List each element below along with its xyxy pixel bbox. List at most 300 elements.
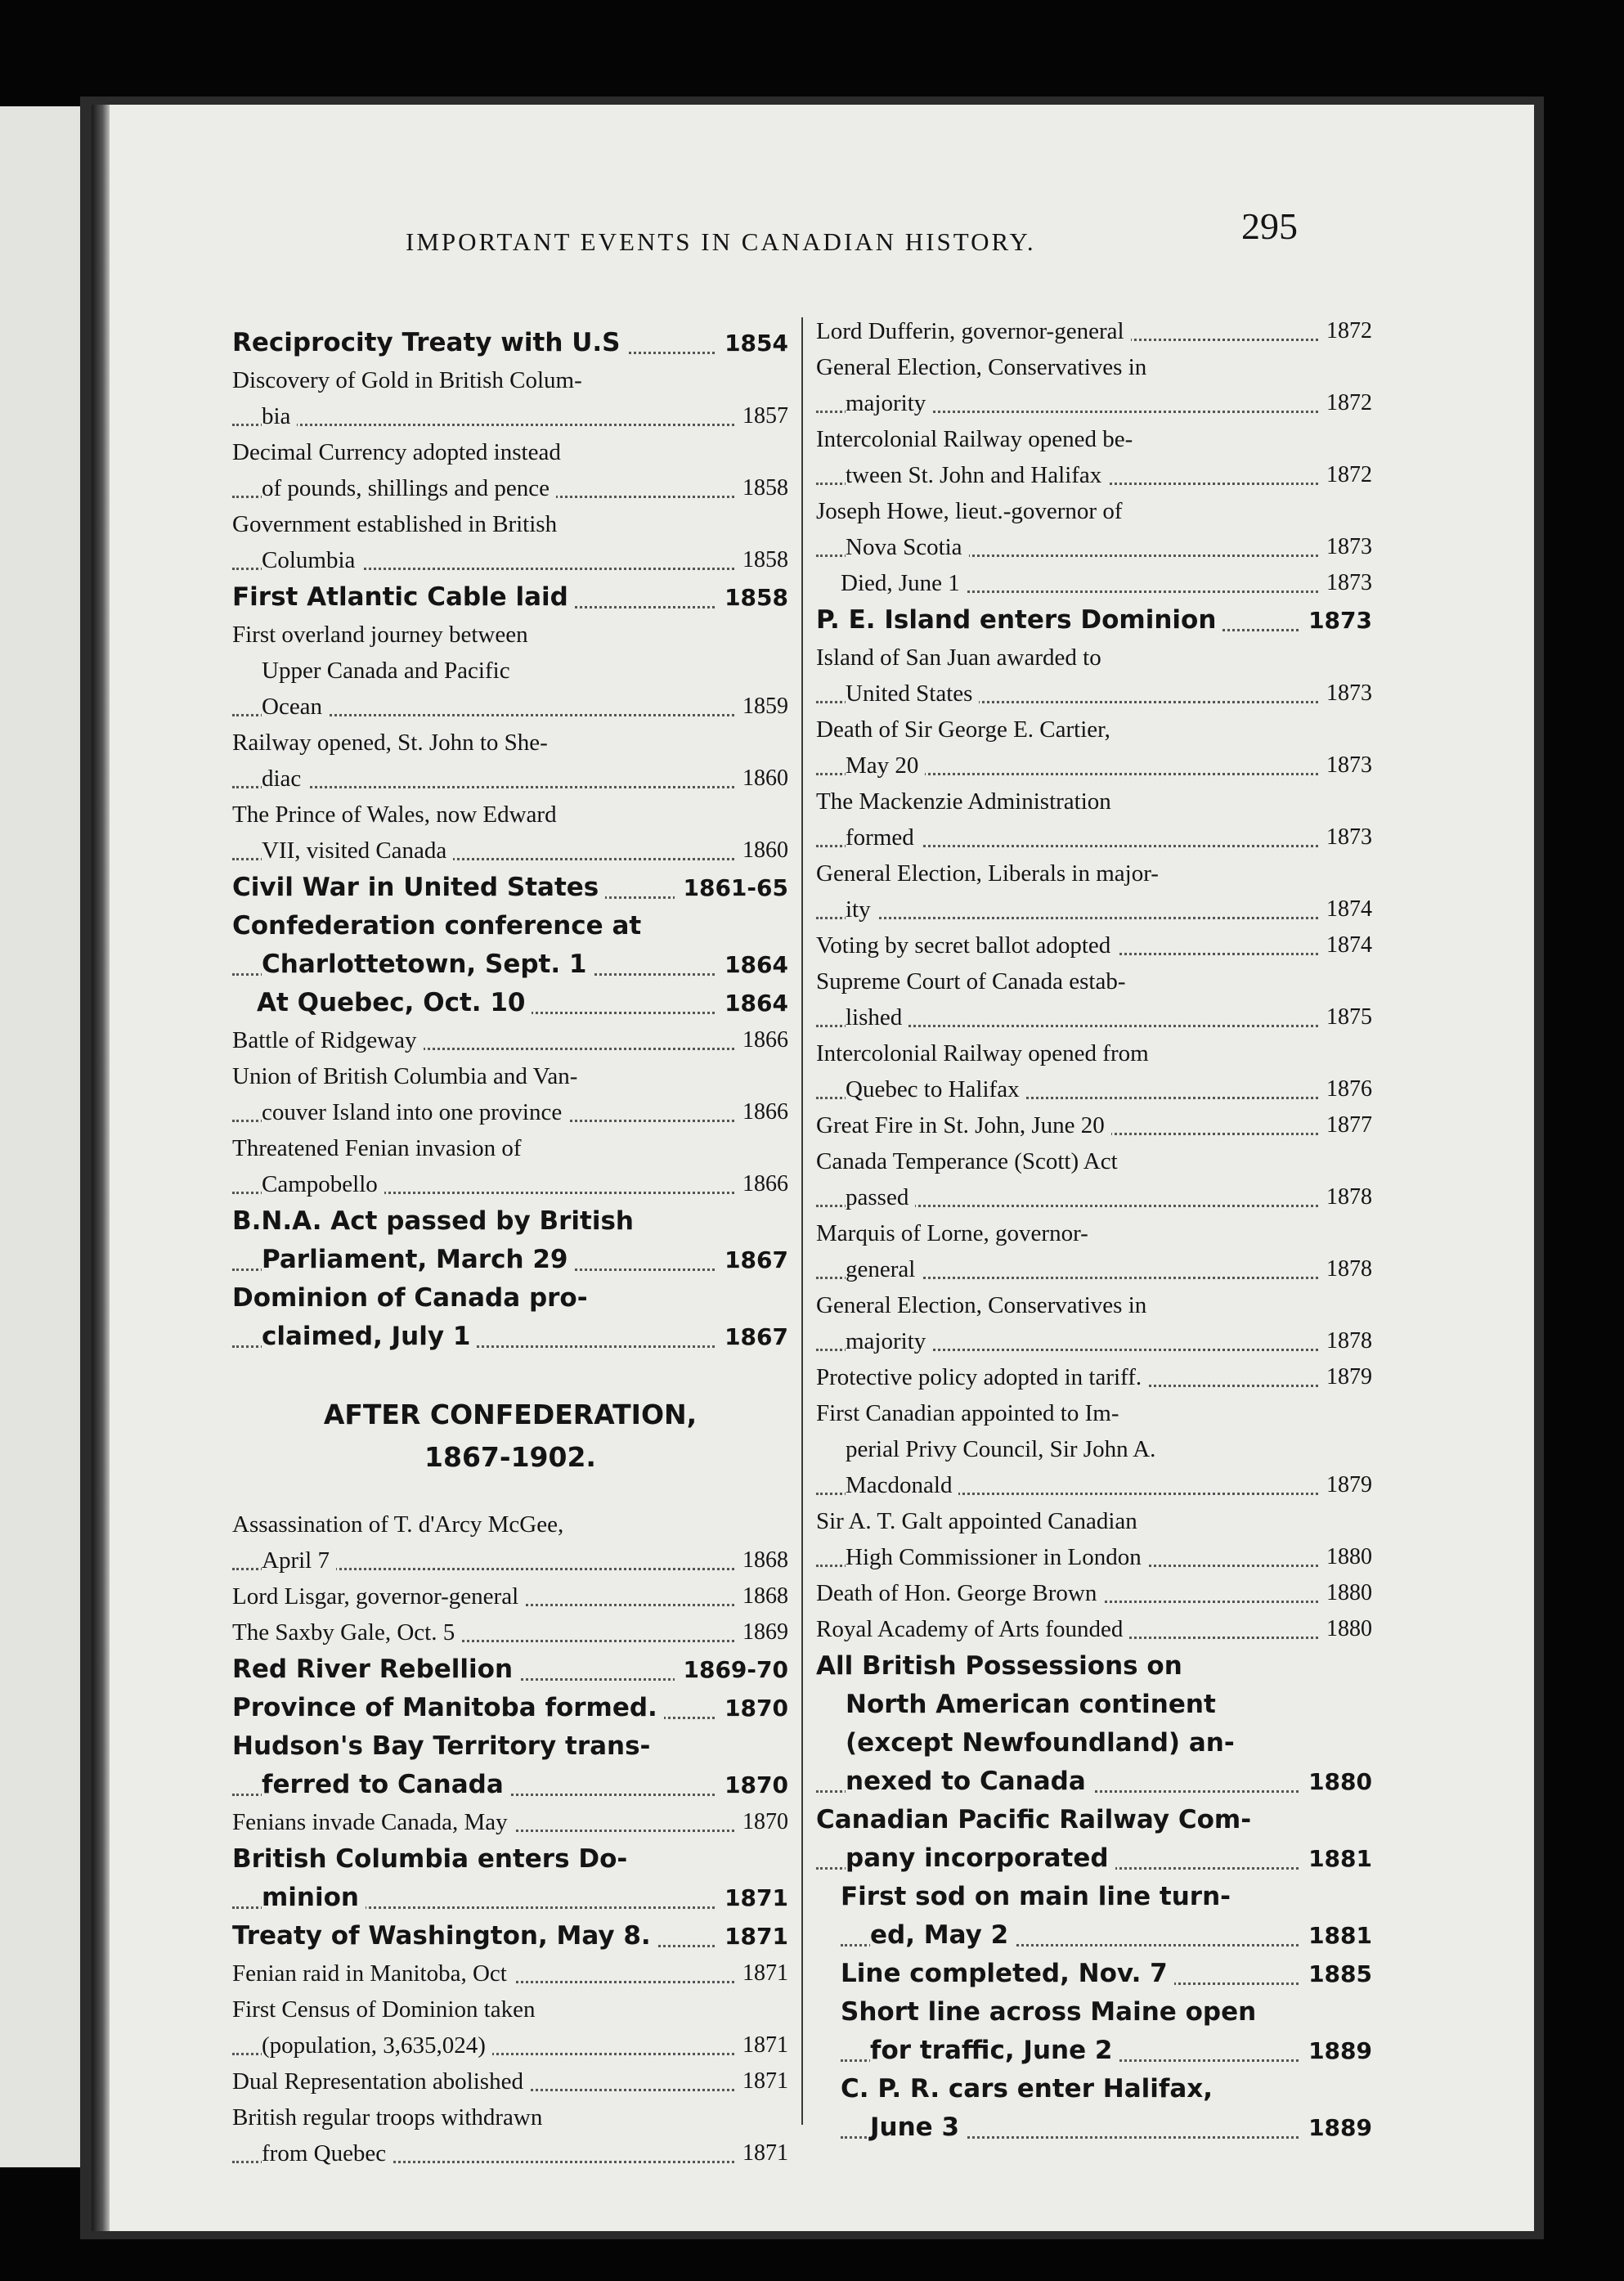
entry-text: Canada Temperance (Scott) Act — [816, 1148, 1124, 1174]
entry-text: Intercolonial Railway opened be- — [816, 426, 1139, 452]
entry-line — [232, 1058, 788, 1094]
entry-line — [816, 1801, 1372, 1839]
history-entry — [816, 1611, 1372, 1647]
entry-text: Lord Dufferin, governor-general — [816, 318, 1131, 344]
entry-line — [841, 2032, 1372, 2070]
history-entry — [232, 1614, 788, 1650]
entry-text: ity — [846, 896, 877, 923]
entry-text: First sod on main line turn- — [841, 1882, 1237, 1911]
entry-line — [841, 1878, 1372, 1916]
entry-line — [232, 324, 788, 362]
entry-text: High Commissioner in London — [846, 1544, 1148, 1570]
entry-text: Assassination of T. d'Arcy McGee, — [232, 1511, 570, 1538]
entry-year: 1872 — [1318, 313, 1372, 349]
entry-year: 1889 — [1300, 2032, 1372, 2070]
history-entry — [232, 907, 788, 984]
entry-year: 1869 — [734, 1614, 788, 1650]
entry-text: for traffic, June 2 — [870, 2036, 1119, 2065]
entry-line — [232, 907, 788, 945]
entry-line — [816, 1762, 1372, 1801]
entry-text: Death of Hon. George Brown — [816, 1580, 1103, 1606]
entry-line — [816, 421, 1372, 457]
entry-text: United States — [846, 680, 979, 707]
entry-text: Protective policy adopted in tariff. — [816, 1364, 1148, 1390]
entry-text: tween St. John and Halifax — [846, 462, 1108, 488]
entry-line — [841, 1993, 1372, 2032]
entry-year: 1872 — [1318, 385, 1372, 421]
history-entry — [816, 1878, 1372, 1955]
history-entry — [232, 1022, 788, 1058]
entry-line — [816, 529, 1372, 565]
entry-text: Parliament, March 29 — [262, 1245, 574, 1274]
entry-line — [232, 797, 788, 833]
entry-line — [232, 1650, 788, 1689]
entry-text: general — [846, 1256, 922, 1282]
history-entry — [232, 578, 788, 617]
entry-line — [232, 1879, 788, 1917]
entry-year: 1871 — [734, 2027, 788, 2063]
entry-line — [232, 2099, 788, 2135]
entry-year: 1858 — [734, 542, 788, 578]
entry-year: 1870 — [716, 1766, 788, 1804]
entry-text: Columbia — [262, 547, 361, 573]
entry-line — [232, 689, 788, 725]
entry-line — [232, 542, 788, 578]
entry-text: General Election, Liberals in major- — [816, 860, 1165, 887]
entry-text: The Prince of Wales, now Edward — [232, 801, 563, 828]
entry-line — [816, 1431, 1372, 1467]
entry-text: lished — [846, 1004, 908, 1030]
entry-year: 1854 — [716, 324, 788, 362]
entry-line — [816, 1035, 1372, 1071]
entry-year: 1857 — [734, 398, 788, 434]
entry-text: Campobello — [262, 1171, 384, 1197]
history-entry — [232, 324, 788, 362]
entry-line — [816, 1215, 1372, 1251]
entry-line — [816, 1395, 1372, 1431]
entry-text: Island of San Juan awarded to — [816, 644, 1108, 671]
entry-text: Ocean — [262, 694, 329, 720]
entry-text: bia — [262, 403, 297, 429]
entry-line — [816, 784, 1372, 819]
entry-line — [232, 653, 788, 689]
entry-year: 1873 — [1318, 529, 1372, 565]
entry-line — [232, 1130, 788, 1166]
entry-year: 1869-70 — [675, 1650, 788, 1689]
entry-line — [841, 1916, 1372, 1955]
history-entry — [232, 1650, 788, 1689]
entry-line — [232, 1022, 788, 1058]
entry-line — [232, 2135, 788, 2171]
entry-year: 1876 — [1318, 1071, 1372, 1107]
entry-line — [232, 833, 788, 869]
entry-text: P. E. Island enters Dominion — [816, 605, 1222, 635]
entry-year: 1879 — [1318, 1359, 1372, 1395]
history-entry — [232, 1917, 788, 1955]
history-entry — [816, 1107, 1372, 1143]
entry-text: British Columbia enters Do- — [232, 1844, 634, 1874]
entry-text: couver Island into one province — [262, 1099, 568, 1125]
entry-line — [841, 2070, 1372, 2108]
entry-text: majority — [846, 390, 932, 416]
entry-year: 1860 — [734, 833, 788, 869]
entry-year: 1871 — [734, 2063, 788, 2099]
entry-line — [232, 1804, 788, 1840]
entry-text: Dual Representation abolished — [232, 2068, 530, 2095]
page-number: 295 — [1241, 205, 1298, 247]
entry-line — [232, 1727, 788, 1766]
entry-line — [232, 1279, 788, 1318]
entry-line — [816, 1839, 1372, 1878]
history-entry — [816, 963, 1372, 1035]
entry-line — [816, 676, 1372, 712]
entry-text: majority — [846, 1328, 932, 1354]
entry-year: 1881 — [1300, 1839, 1372, 1878]
history-entry — [232, 1578, 788, 1614]
entry-year: 1880 — [1318, 1575, 1372, 1611]
entry-line — [232, 2027, 788, 2063]
entry-text: of pounds, shillings and pence — [262, 475, 556, 501]
entry-line — [816, 640, 1372, 676]
history-entry — [232, 434, 788, 506]
entry-line — [816, 1647, 1372, 1686]
entries-before-confederation — [232, 324, 788, 1356]
entry-year: 1877 — [1318, 1107, 1372, 1143]
entry-line — [232, 1202, 788, 1241]
entry-text: Macdonald — [846, 1472, 958, 1498]
entry-line — [816, 999, 1372, 1035]
section-heading-line-1: AFTER CONFEDERATION, — [323, 1399, 698, 1430]
entry-year: 1872 — [1318, 457, 1372, 493]
history-entry — [816, 421, 1372, 493]
entry-year: 1864 — [716, 945, 788, 984]
entry-year: 1878 — [1318, 1179, 1372, 1215]
entry-text: Fenians invade Canada, May — [232, 1809, 514, 1835]
entry-text: First Census of Dominion taken — [232, 1996, 542, 2023]
entry-text: First Atlantic Cable laid — [232, 582, 575, 612]
entry-text: Canadian Pacific Railway Com- — [816, 1805, 1258, 1834]
history-entry — [232, 1058, 788, 1130]
entry-year: 1880 — [1300, 1762, 1372, 1801]
entry-text: Voting by secret ballot adopted — [816, 932, 1117, 959]
history-entry — [232, 984, 788, 1022]
entry-year: 1885 — [1300, 1955, 1372, 1993]
entry-text: May 20 — [846, 752, 925, 779]
history-entry — [816, 565, 1372, 601]
entry-text: Short line across Maine open — [841, 1997, 1263, 2027]
entry-line — [257, 984, 788, 1022]
dot-leader — [816, 917, 1372, 919]
history-entry — [232, 1279, 788, 1356]
entry-line — [232, 578, 788, 617]
entry-text: First overland journey between — [232, 622, 535, 648]
entry-text: claimed, July 1 — [262, 1322, 477, 1351]
entry-line — [816, 313, 1372, 349]
entry-text: The Saxby Gale, Oct. 5 — [232, 1619, 461, 1646]
history-entry — [232, 797, 788, 869]
history-entry — [232, 1506, 788, 1578]
entry-line — [232, 1542, 788, 1578]
entry-text: Marquis of Lorne, governor- — [816, 1220, 1095, 1246]
entry-text: Sir A. T. Galt appointed Canadian — [816, 1508, 1144, 1534]
entry-line — [816, 1611, 1372, 1647]
entry-line — [232, 1955, 788, 1991]
entry-year: 1861-65 — [675, 869, 788, 907]
entry-text: Charlottetown, Sept. 1 — [262, 950, 594, 979]
entry-text: Confederation conference at — [232, 911, 648, 941]
history-entry — [232, 1955, 788, 1991]
entry-text: Treaty of Washington, May 8. — [232, 1921, 657, 1951]
entry-text: minion — [262, 1883, 366, 1912]
entry-text: First Canadian appointed to Im- — [816, 1400, 1126, 1426]
entry-line — [816, 1724, 1372, 1762]
history-entry — [816, 712, 1372, 784]
history-entry — [232, 1804, 788, 1840]
entry-text: Reciprocity Treaty with U.S — [232, 328, 627, 357]
entry-text: Supreme Court of Canada estab- — [816, 968, 1133, 995]
entry-year: 1866 — [734, 1022, 788, 1058]
history-entry — [232, 1689, 788, 1727]
entry-line — [232, 470, 788, 506]
entry-line — [816, 1323, 1372, 1359]
entry-year: 1871 — [734, 1955, 788, 1991]
entry-line — [816, 891, 1372, 927]
entry-text: April 7 — [262, 1547, 336, 1574]
entry-text: passed — [846, 1184, 915, 1210]
entry-text: Upper Canada and Pacific — [262, 658, 517, 684]
entry-line — [816, 1359, 1372, 1395]
entry-text: Railway opened, St. John to She- — [232, 730, 554, 756]
page-spine — [92, 105, 110, 2231]
history-entry — [816, 2070, 1372, 2147]
entry-line — [816, 963, 1372, 999]
history-entry — [816, 640, 1372, 712]
entry-text: Threatened Fenian invasion of — [232, 1135, 528, 1161]
entry-year: 1868 — [734, 1542, 788, 1578]
entry-text: British regular troops withdrawn — [232, 2104, 549, 2131]
entry-line — [232, 617, 788, 653]
history-entry — [816, 1143, 1372, 1215]
entry-year: 1870 — [734, 1804, 788, 1840]
entry-text: Government established in British — [232, 511, 563, 537]
history-entry — [816, 1575, 1372, 1611]
entry-line — [232, 1991, 788, 2027]
entry-text: Dominion of Canada pro- — [232, 1283, 594, 1313]
entry-year: 1860 — [734, 761, 788, 797]
section-heading-line-2: 1867-1902. — [424, 1441, 596, 1473]
entry-line — [816, 712, 1372, 748]
entry-year: 1871 — [734, 2135, 788, 2171]
entry-line — [816, 1143, 1372, 1179]
entry-year: 1864 — [716, 984, 788, 1022]
book-page — [92, 105, 1534, 2231]
entry-year: 1866 — [734, 1166, 788, 1202]
history-entry — [232, 869, 788, 907]
entry-year: 1879 — [1318, 1467, 1372, 1503]
running-title: IMPORTANT EVENTS IN CANADIAN HISTORY. — [406, 227, 1036, 256]
entry-text: Battle of Ridgeway — [232, 1027, 424, 1053]
entry-text: (except Newfoundland) an- — [846, 1728, 1241, 1758]
facing-page-edge — [0, 106, 80, 2167]
entry-year: 1858 — [716, 578, 788, 617]
entries-after-confederation — [232, 1506, 788, 2171]
entry-year: 1858 — [734, 470, 788, 506]
entry-text: ferred to Canada — [262, 1770, 510, 1799]
entry-text: Hudson's Bay Territory trans- — [232, 1731, 657, 1761]
history-entry — [232, 2063, 788, 2099]
entry-year: 1880 — [1318, 1539, 1372, 1575]
entry-line — [816, 1107, 1372, 1143]
entry-line — [232, 1917, 788, 1955]
entry-line — [816, 1071, 1372, 1107]
entry-line — [816, 1179, 1372, 1215]
entry-line — [232, 506, 788, 542]
entry-line — [232, 362, 788, 398]
entry-text: Fenian raid in Manitoba, Oct — [232, 1960, 514, 1987]
entry-year: 1875 — [1318, 999, 1372, 1035]
entry-line — [816, 1287, 1372, 1323]
entry-text: Line completed, Nov. 7 — [841, 1959, 1174, 1988]
entry-text: diac — [262, 766, 307, 792]
history-entry — [816, 1287, 1372, 1359]
entry-text: Province of Manitoba formed. — [232, 1693, 664, 1722]
entry-text: Royal Academy of Arts founded — [816, 1616, 1129, 1642]
history-entry — [232, 506, 788, 578]
entry-line — [816, 385, 1372, 421]
entry-text: (population, 3,635,024) — [262, 2032, 492, 2059]
history-entry — [816, 349, 1372, 421]
entry-line — [232, 1614, 788, 1650]
history-entry — [816, 927, 1372, 963]
entry-text: Red River Rebellion — [232, 1655, 519, 1684]
entry-year: 1871 — [716, 1879, 788, 1917]
history-entry — [816, 313, 1372, 349]
entry-year: 1873 — [1318, 748, 1372, 784]
entry-line — [232, 869, 788, 907]
entry-text: The Mackenzie Administration — [816, 788, 1118, 815]
entry-year: 1867 — [716, 1318, 788, 1356]
entry-text: VII, visited Canada — [262, 837, 453, 864]
history-entry — [816, 1647, 1372, 1801]
entry-line — [232, 725, 788, 761]
history-entry — [816, 1395, 1372, 1503]
entry-line — [232, 945, 788, 984]
history-entry — [816, 1035, 1372, 1107]
history-entry — [816, 1801, 1372, 1878]
entry-text: Great Fire in St. John, June 20 — [816, 1112, 1111, 1138]
entry-year: 1873 — [1318, 676, 1372, 712]
history-entry — [816, 1359, 1372, 1395]
section-heading — [232, 1394, 788, 1479]
entry-line — [232, 1318, 788, 1356]
entry-text: At Quebec, Oct. 10 — [257, 988, 532, 1017]
entry-text: All British Possessions on — [816, 1651, 1189, 1681]
entry-line — [232, 398, 788, 434]
entry-line — [816, 457, 1372, 493]
entry-year: 1878 — [1318, 1251, 1372, 1287]
entry-line — [816, 1251, 1372, 1287]
entry-text: Quebec to Halifax — [846, 1076, 1026, 1102]
entry-line — [816, 748, 1372, 784]
entry-text: Died, June 1 — [841, 570, 967, 596]
entry-line — [232, 761, 788, 797]
entry-line — [816, 1575, 1372, 1611]
entry-text: Civil War in United States — [232, 873, 605, 902]
history-entry — [232, 1991, 788, 2063]
entry-text: Joseph Howe, lieut.-governor of — [816, 498, 1129, 524]
entry-year: 1889 — [1300, 2108, 1372, 2147]
entry-text: Lord Lisgar, governor-general — [232, 1583, 525, 1610]
entry-text: B.N.A. Act passed by British — [232, 1206, 640, 1236]
history-entry — [816, 1993, 1372, 2070]
history-entry — [232, 1130, 788, 1202]
entry-line — [232, 1689, 788, 1727]
entry-year: 1866 — [734, 1094, 788, 1130]
entry-line — [816, 927, 1372, 963]
entry-text: General Election, Conservatives in — [816, 354, 1153, 380]
entry-text: Death of Sir George E. Cartier, — [816, 716, 1117, 743]
entry-line — [232, 1094, 788, 1130]
entry-line — [841, 1955, 1372, 1993]
entry-year: 1867 — [716, 1241, 788, 1279]
entry-year: 1880 — [1318, 1611, 1372, 1647]
history-entry — [816, 1955, 1372, 1993]
entry-line — [816, 349, 1372, 385]
history-entry — [816, 784, 1372, 855]
entry-year: 1874 — [1318, 927, 1372, 963]
entry-text: Intercolonial Railway opened from — [816, 1040, 1155, 1066]
entry-year: 1873 — [1318, 565, 1372, 601]
right-column — [816, 313, 1372, 2147]
entry-line — [232, 1241, 788, 1279]
column-divider — [801, 317, 803, 2125]
history-entry — [816, 1503, 1372, 1575]
entry-text: North American continent — [846, 1690, 1222, 1719]
entry-line — [232, 1766, 788, 1804]
entry-line — [816, 1686, 1372, 1724]
left-column — [232, 324, 788, 2171]
entry-line — [816, 855, 1372, 891]
entry-text: perial Privy Council, Sir John A. — [846, 1436, 1162, 1462]
entry-text: ed, May 2 — [870, 1920, 1015, 1950]
history-entry — [232, 2099, 788, 2171]
history-entry — [232, 1202, 788, 1279]
entry-line — [232, 1166, 788, 1202]
entry-line — [232, 2063, 788, 2099]
history-entry — [816, 493, 1372, 565]
entry-text: pany incorporated — [846, 1843, 1115, 1873]
entry-text: June 3 — [870, 2113, 966, 2142]
history-entry — [816, 855, 1372, 927]
entry-line — [816, 1467, 1372, 1503]
entry-text: Discovery of Gold in British Colum- — [232, 367, 589, 393]
entry-line — [816, 1503, 1372, 1539]
history-entry — [232, 617, 788, 725]
entry-year: 1870 — [716, 1689, 788, 1727]
entry-year: 1881 — [1300, 1916, 1372, 1955]
history-entry — [816, 1215, 1372, 1287]
entry-line — [816, 1539, 1372, 1575]
history-entry — [232, 1727, 788, 1804]
entry-year: 1878 — [1318, 1323, 1372, 1359]
entry-line — [232, 1840, 788, 1879]
entry-line — [816, 493, 1372, 529]
entry-line — [232, 434, 788, 470]
entry-year: 1873 — [1300, 601, 1372, 640]
entry-line — [232, 1506, 788, 1542]
entry-text: C. P. R. cars enter Halifax, — [841, 2074, 1219, 2104]
entry-year: 1868 — [734, 1578, 788, 1614]
